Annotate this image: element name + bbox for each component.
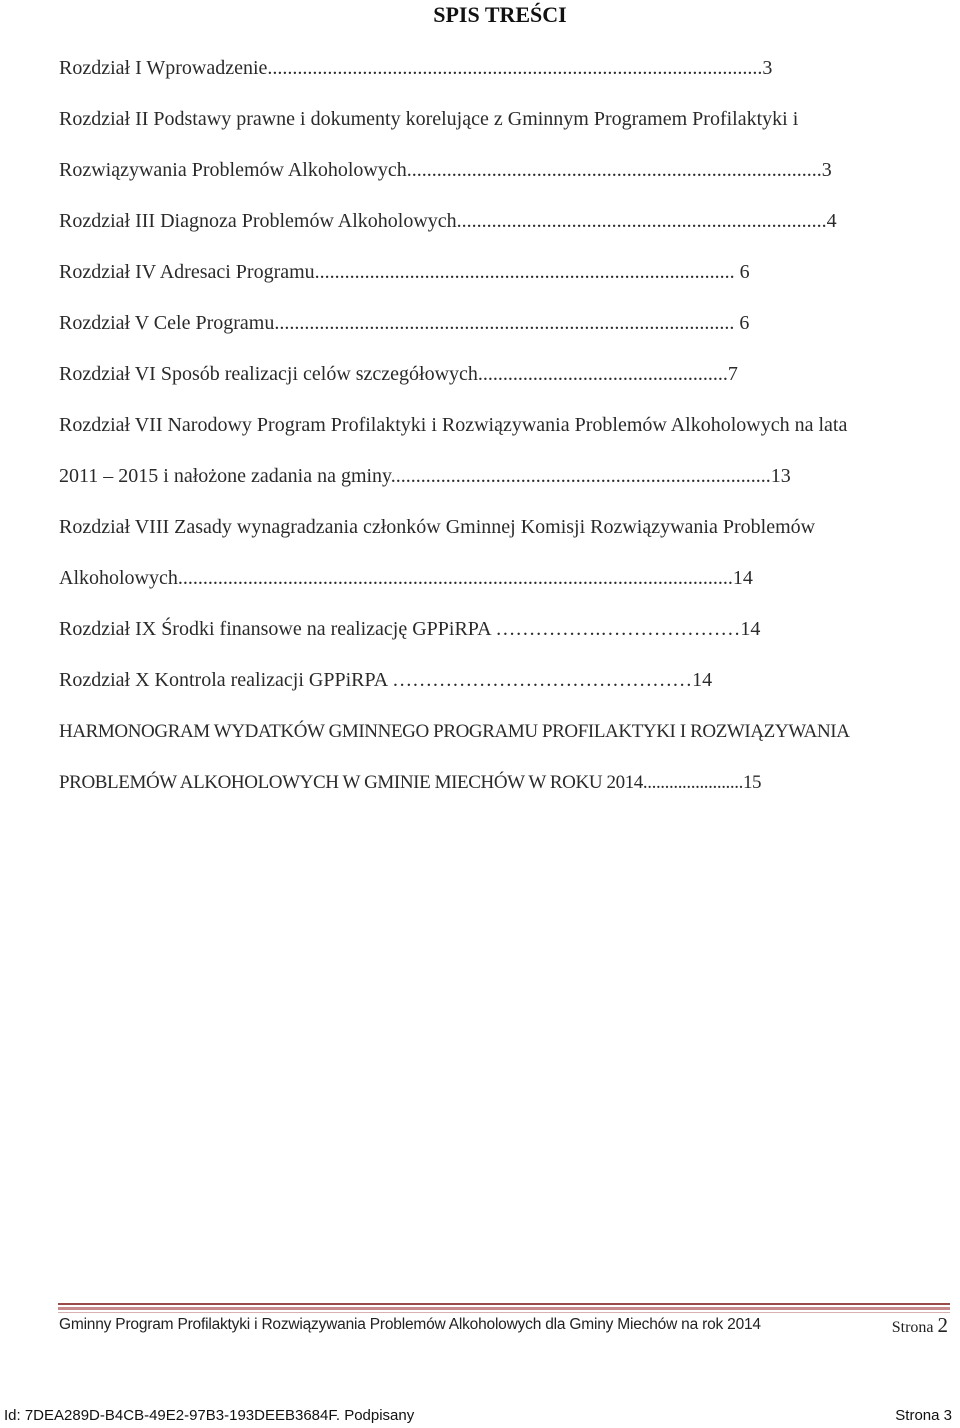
toc-entry-chapter-6[interactable]: Rozdział VI Sposób realizacji celów szczegółowych..................................................7 bbox=[59, 363, 738, 385]
table-of-contents bbox=[59, 43, 899, 808]
page-title: SPIS TREŚCI bbox=[433, 2, 567, 27]
page-number: 2 bbox=[937, 1313, 948, 1337]
footer-divider bbox=[58, 1303, 950, 1305]
footer-divider bbox=[58, 1307, 950, 1310]
footer-divider bbox=[58, 1312, 950, 1313]
footer-program-title: Gminny Program Profilaktyki i Rozwiązywania Problemów Alkoholowych dla Gminy Miechów na rok 2014 bbox=[59, 1316, 761, 1333]
toc-entry-chapter-8-part-1[interactable]: Rozdział VIII Zasady wynagradzania członków Gminnej Komisji Rozwiązywania Problemów bbox=[59, 516, 816, 538]
toc-entry-chapter-4[interactable]: Rozdział IV Adresaci Programu.................................................................................... 6 bbox=[59, 261, 750, 283]
toc-entry-chapter-7-part-1[interactable]: Rozdział VII Narodowy Program Profilaktyki i Rozwiązywania Problemów Alkoholowych na lata bbox=[59, 414, 848, 436]
toc-entry-chapter-2-part-1[interactable]: Rozdział II Podstawy prawne i dokumenty korelujące z Gminnym Programem Profilaktyki i bbox=[59, 108, 799, 130]
toc-entry-chapter-2-part-2[interactable]: Rozwiązywania Problemów Alkoholowych...................................................................................3 bbox=[59, 159, 832, 181]
toc-entry-schedule-part-1[interactable]: HARMONOGRAM WYDATKÓW GMINNEGO PROGRAMU PROFILAKTYKI I ROZWIĄZYWANIA bbox=[59, 721, 850, 742]
signature-page: Strona 3 bbox=[895, 1407, 952, 1424]
page-label: Strona bbox=[891, 1319, 934, 1336]
toc-entry-chapter-7-part-2[interactable]: 2011 – 2015 i nałożone zadania na gminy............................................................................13 bbox=[59, 465, 791, 487]
toc-entry-chapter-5[interactable]: Rozdział V Cele Programu............................................................................................ 6 bbox=[59, 312, 750, 334]
toc-entry-chapter-1[interactable]: Rozdział I Wprowadzenie...................................................................................................3 bbox=[59, 57, 773, 79]
toc-entry-schedule-part-2[interactable]: PROBLEMÓW ALKOHOLOWYCH W GMINIE MIECHÓW W ROKU 2014.......................15 bbox=[59, 772, 762, 793]
footer-page-number bbox=[892, 1313, 948, 1338]
signature-id: Id: 7DEA289D-B4CB-49E2-97B3-193DEEB3684F. Podpisany bbox=[4, 1407, 415, 1424]
toc-entry-chapter-9[interactable]: Rozdział IX Środki finansowe na realizację GPPiRPA …………….…………………14 bbox=[59, 618, 761, 640]
toc-entry-chapter-8-part-2[interactable]: Alkoholowych...............................................................................................................14 bbox=[59, 567, 753, 589]
toc-entry-chapter-3[interactable]: Rozdział III Diagnoza Problemów Alkoholowych..........................................................................4 bbox=[59, 210, 837, 232]
toc-entry-chapter-10[interactable]: Rozdział X Kontrola realizacji GPPiRPA ………………………………………14 bbox=[59, 669, 713, 691]
